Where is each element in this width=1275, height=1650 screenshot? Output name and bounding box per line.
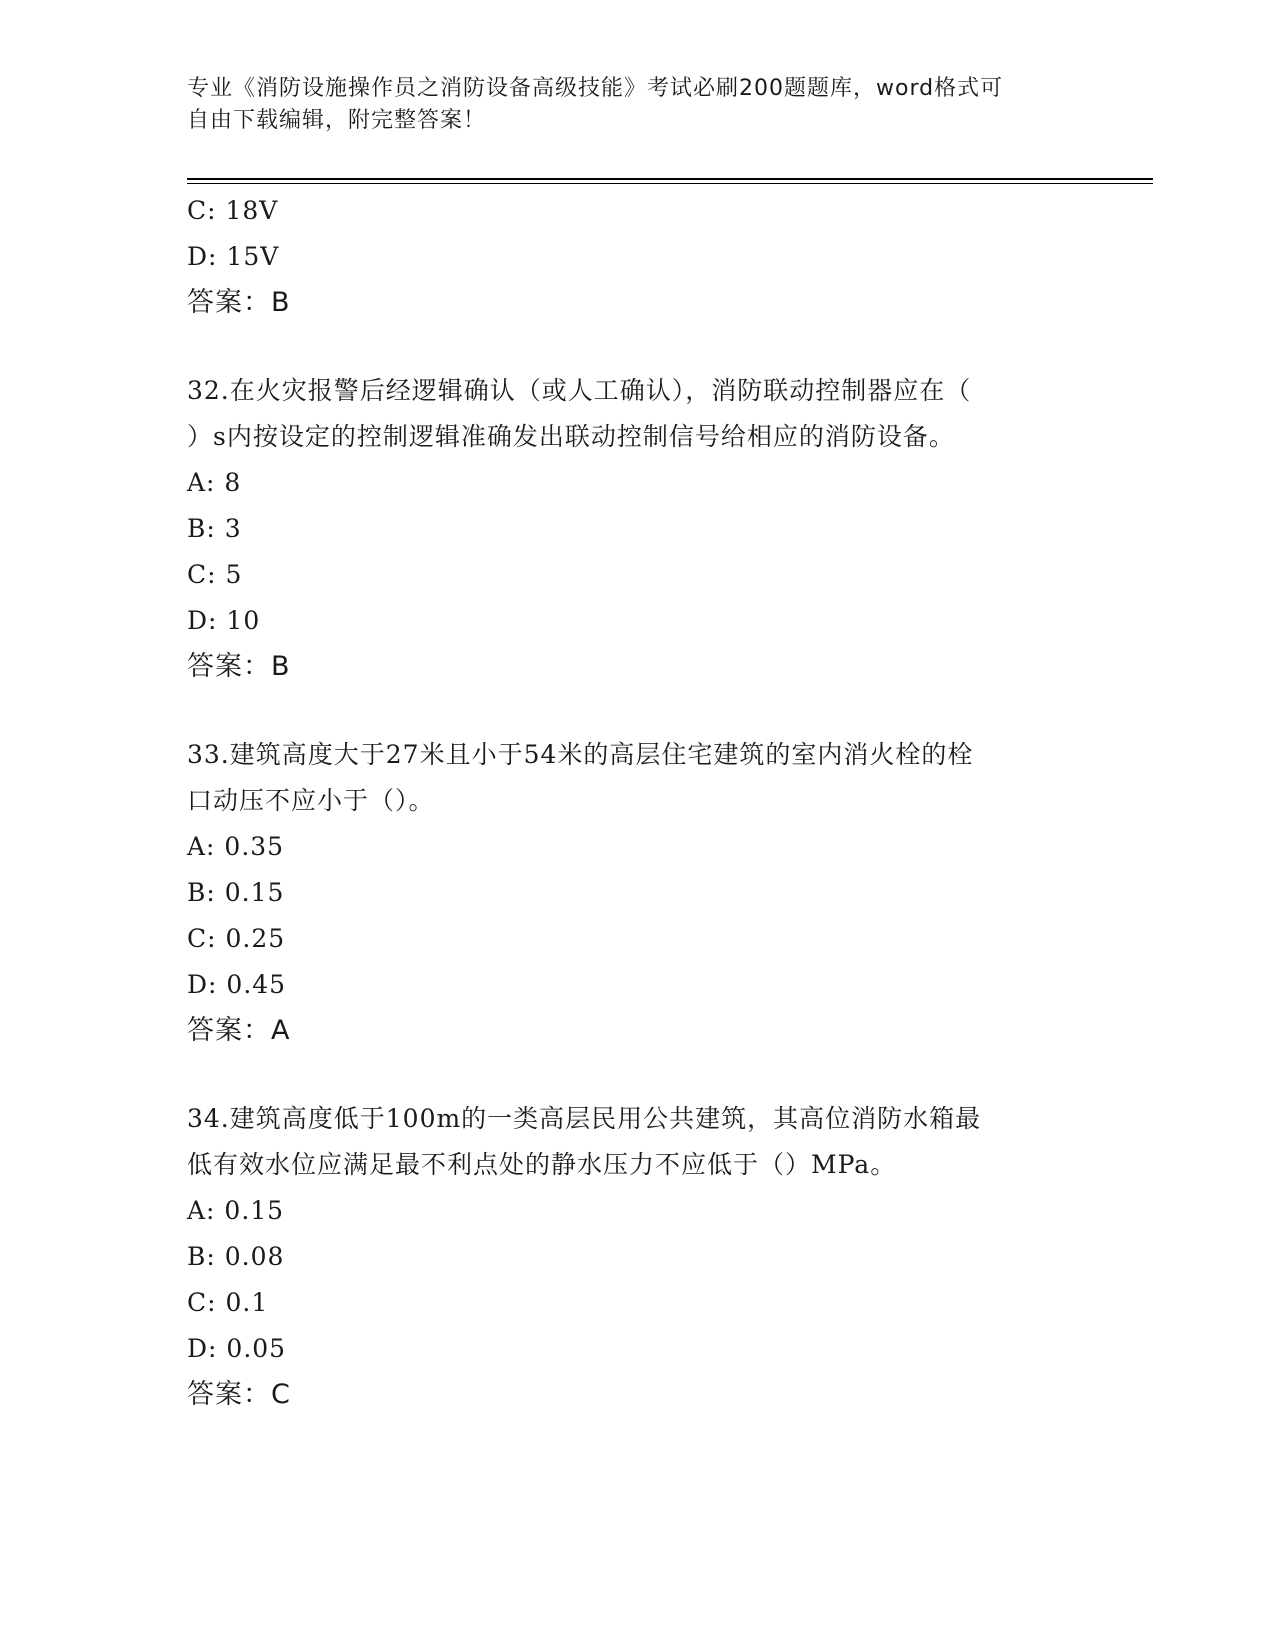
question-fragment bbox=[187, 188, 1087, 326]
option-b: B: 0.15 bbox=[187, 878, 285, 907]
answer-line: 答案：A bbox=[187, 1015, 291, 1046]
option-d: D: 15V bbox=[187, 242, 280, 271]
question-32 bbox=[187, 368, 1087, 690]
answer-line: 答案：C bbox=[187, 1379, 291, 1410]
header-rule-thick bbox=[187, 178, 1153, 180]
question-34 bbox=[187, 1096, 1087, 1418]
question-text-line-1: 33.建筑高度大于27米且小于54米的高层住宅建筑的室内消火栓的栓 bbox=[187, 740, 974, 769]
answer-line: 答案：B bbox=[187, 651, 291, 682]
option-c: C: 5 bbox=[187, 560, 243, 589]
question-content bbox=[187, 188, 1087, 1418]
option-d: D: 0.05 bbox=[187, 1334, 287, 1363]
option-c: C: 18V bbox=[187, 196, 279, 225]
option-b: B: 3 bbox=[187, 514, 242, 543]
spacer bbox=[187, 690, 1087, 732]
option-d: D: 0.45 bbox=[187, 970, 287, 999]
page-header bbox=[187, 73, 1087, 137]
option-a: A: 0.15 bbox=[187, 1196, 285, 1225]
answer-line: 答案：B bbox=[187, 287, 291, 318]
spacer bbox=[187, 326, 1087, 368]
question-text-line-2: ）s内按设定的控制逻辑准确发出联动控制信号给相应的消防设备。 bbox=[187, 422, 955, 451]
question-text-line-1: 34.建筑高度低于100m的一类高层民用公共建筑，其高位消防水箱最 bbox=[187, 1104, 982, 1133]
option-c: C: 0.25 bbox=[187, 924, 286, 953]
option-c: C: 0.1 bbox=[187, 1288, 269, 1317]
option-a: A: 0.35 bbox=[187, 832, 285, 861]
question-text-line-2: 口动压不应小于（）。 bbox=[187, 786, 435, 815]
header-rule-thin bbox=[187, 183, 1153, 184]
question-text-line-1: 32.在火灾报警后经逻辑确认（或人工确认），消防联动控制器应在（ bbox=[187, 376, 972, 405]
spacer bbox=[187, 1054, 1087, 1096]
option-a: A: 8 bbox=[187, 468, 242, 497]
option-b: B: 0.08 bbox=[187, 1242, 285, 1271]
question-33 bbox=[187, 732, 1087, 1054]
header-title-line-2: 自由下载编辑，附完整答案！ bbox=[187, 108, 487, 133]
question-text-line-2: 低有效水位应满足最不利点处的静水压力不应低于（）MPa。 bbox=[187, 1150, 897, 1179]
header-title-line-1: 专业《消防设施操作员之消防设备高级技能》考试必刷200题题库，word格式可 bbox=[187, 76, 1004, 101]
option-d: D: 10 bbox=[187, 606, 261, 635]
